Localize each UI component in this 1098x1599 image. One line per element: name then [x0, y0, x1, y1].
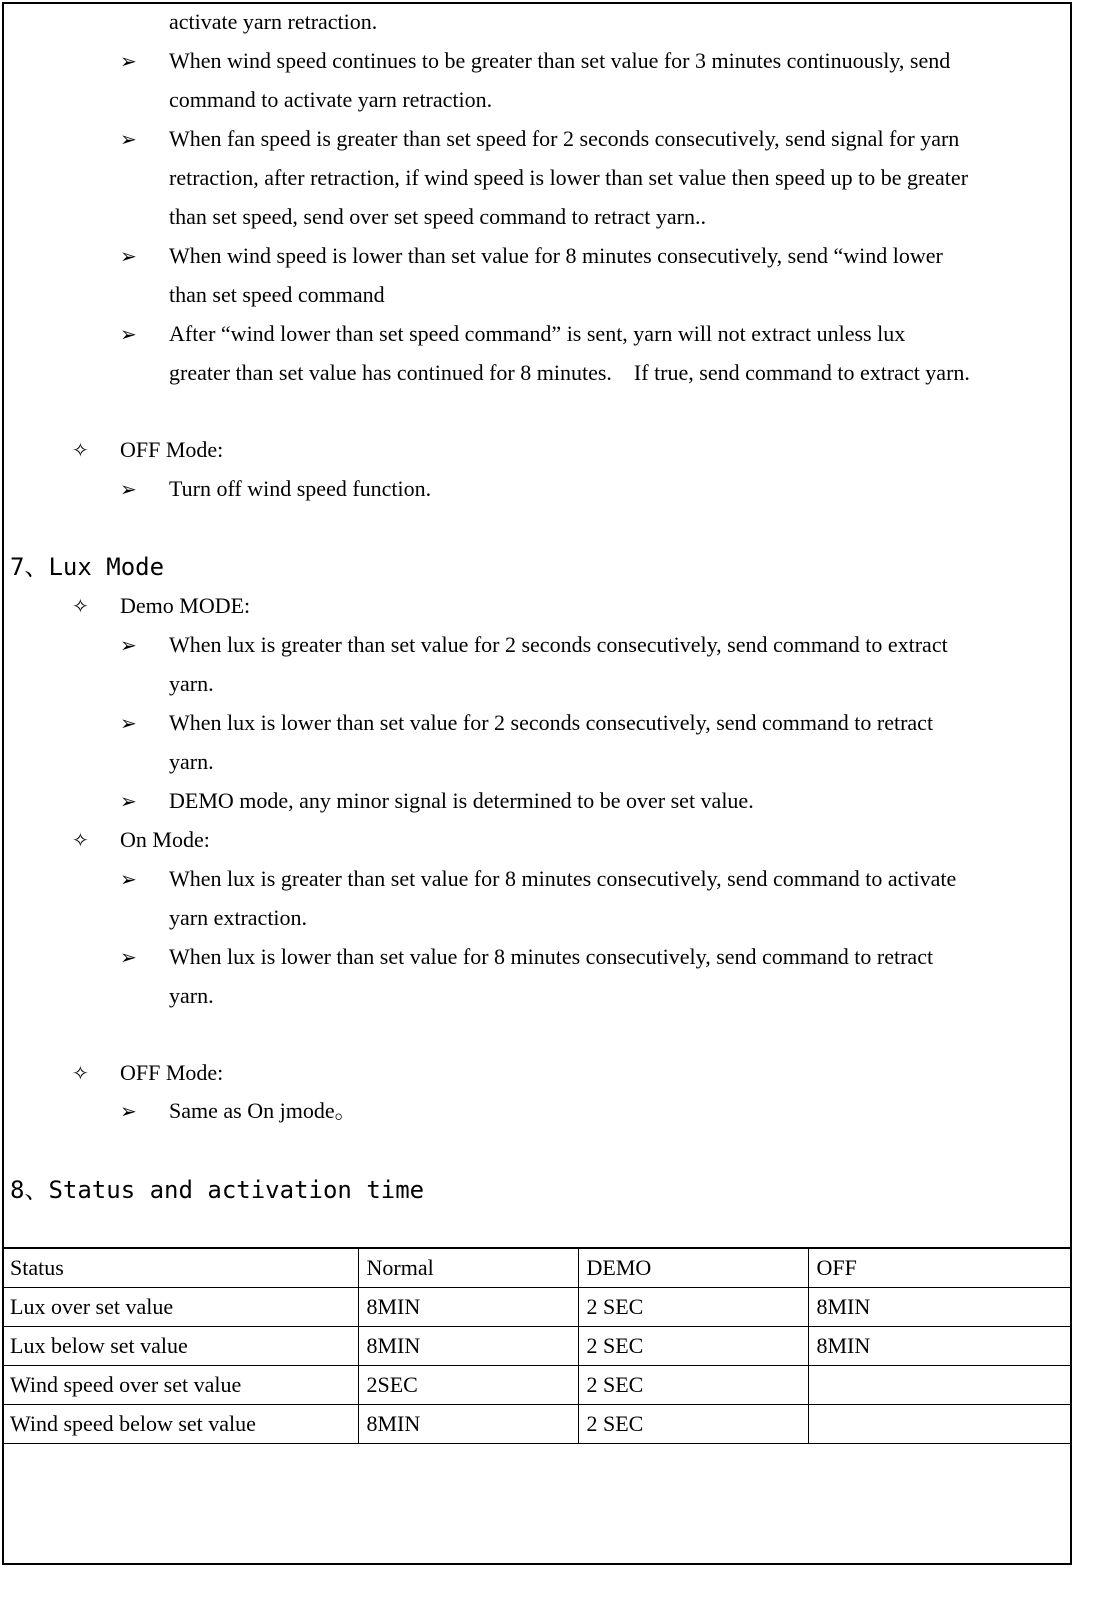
wind-on-item-2-line-3: than set speed, send over set speed command to retract yarn.. — [169, 204, 706, 229]
lux-on-item-2-line-2: yarn. — [169, 983, 214, 1008]
diamond-bullet-icon: ✧ — [72, 1061, 89, 1085]
table-cell: 2 SEC — [578, 1366, 808, 1405]
table-row — [2, 1327, 1072, 1366]
wind-on-item-3-line-2: than set speed command — [169, 282, 385, 307]
arrow-bullet-icon: ➢ — [120, 1099, 137, 1123]
arrow-bullet-icon: ➢ — [120, 711, 137, 735]
table-header-cell: Normal — [358, 1248, 578, 1288]
arrow-bullet-icon: ➢ — [120, 789, 137, 813]
table-cell: 2SEC — [358, 1366, 578, 1405]
wind-off-label: OFF Mode: — [120, 437, 224, 462]
table-row — [2, 1288, 1072, 1327]
diamond-bullet-icon: ✧ — [72, 828, 89, 852]
arrow-bullet-icon: ➢ — [120, 867, 137, 891]
table-cell — [808, 1405, 1072, 1444]
arrow-bullet-icon: ➢ — [120, 477, 137, 501]
table-row — [2, 1366, 1072, 1405]
lux-demo-item-2-line-1: When lux is lower than set value for 2 seconds consecutively, send command to retract — [169, 710, 934, 735]
table-cell: 8MIN — [358, 1405, 578, 1444]
table-cell: Wind speed over set value — [2, 1366, 358, 1405]
lux-demo-item-3: DEMO mode, any minor signal is determined to be over set value. — [169, 788, 754, 813]
diamond-bullet-icon: ✧ — [72, 438, 89, 462]
arrow-bullet-icon: ➢ — [120, 244, 137, 268]
table-cell: 8MIN — [808, 1288, 1072, 1327]
lux-on-item-1-line-1: When lux is greater than set value for 8 minutes consecutively, send command to activate — [169, 866, 957, 891]
table-header-row — [2, 1248, 1072, 1288]
table-header-cell: Status — [2, 1248, 358, 1288]
lux-demo-item-1-line-1: When lux is greater than set value for 2 seconds consecutively, send command to extract — [169, 632, 948, 657]
table-header-cell: OFF — [808, 1248, 1072, 1288]
continued-text: activate yarn retraction. — [169, 9, 378, 34]
wind-on-item-1-line-1: When wind speed continues to be greater than set value for 3 minutes continuously, send — [169, 48, 951, 73]
wind-on-item-4-line-1: After “wind lower than set speed command” is sent, yarn will not extract unless lux — [169, 321, 906, 346]
arrow-bullet-icon: ➢ — [120, 49, 137, 73]
lux-off-item-1: Same as On jmode。 — [169, 1098, 357, 1123]
table-cell — [808, 1366, 1072, 1405]
table-cell: Lux over set value — [2, 1288, 358, 1327]
status-activation-table — [2, 1247, 1072, 1444]
table-cell: 2 SEC — [578, 1327, 808, 1366]
lux-on-item-2-line-1: When lux is lower than set value for 8 minutes consecutively, send command to retract — [169, 944, 934, 969]
lux-demo-item-2-line-2: yarn. — [169, 749, 214, 774]
arrow-bullet-icon: ➢ — [120, 633, 137, 657]
lux-on-label: On Mode: — [120, 827, 210, 852]
table-cell: 8MIN — [358, 1288, 578, 1327]
wind-on-item-2-line-2: retraction, after retraction, if wind speed is lower than set value then speed up to be greater — [169, 165, 969, 190]
wind-on-item-3-line-1: When wind speed is lower than set value for 8 minutes consecutively, send “wind lower — [169, 243, 943, 268]
wind-on-item-2-line-1: When fan speed is greater than set speed for 2 seconds consecutively, send signal for yarn — [169, 126, 960, 151]
table-cell: Wind speed below set value — [2, 1405, 358, 1444]
arrow-bullet-icon: ➢ — [120, 322, 137, 346]
lux-demo-label: Demo MODE: — [120, 593, 251, 618]
table-row — [2, 1405, 1072, 1444]
table-cell: 2 SEC — [578, 1405, 808, 1444]
diamond-bullet-icon: ✧ — [72, 594, 89, 618]
lux-on-item-1-line-2: yarn extraction. — [169, 905, 308, 930]
arrow-bullet-icon: ➢ — [120, 945, 137, 969]
section-7-heading: 7、Lux Mode — [10, 553, 165, 581]
lux-demo-item-1-line-2: yarn. — [169, 671, 214, 696]
wind-on-item-4-line-2: greater than set value has continued for 8 minutes. If true, send command to extract yarn. — [169, 360, 970, 385]
wind-off-item-1: Turn off wind speed function. — [169, 476, 432, 501]
table-header-cell: DEMO — [578, 1248, 808, 1288]
table-cell: 8MIN — [358, 1327, 578, 1366]
lux-off-label: OFF Mode: — [120, 1060, 224, 1085]
wind-on-item-1-line-2: command to activate yarn retraction. — [169, 87, 493, 112]
section-8-heading: 8、Status and activation time — [10, 1176, 425, 1204]
table-cell: Lux below set value — [2, 1327, 358, 1366]
arrow-bullet-icon: ➢ — [120, 127, 137, 151]
table-cell: 2 SEC — [578, 1288, 808, 1327]
table-cell: 8MIN — [808, 1327, 1072, 1366]
